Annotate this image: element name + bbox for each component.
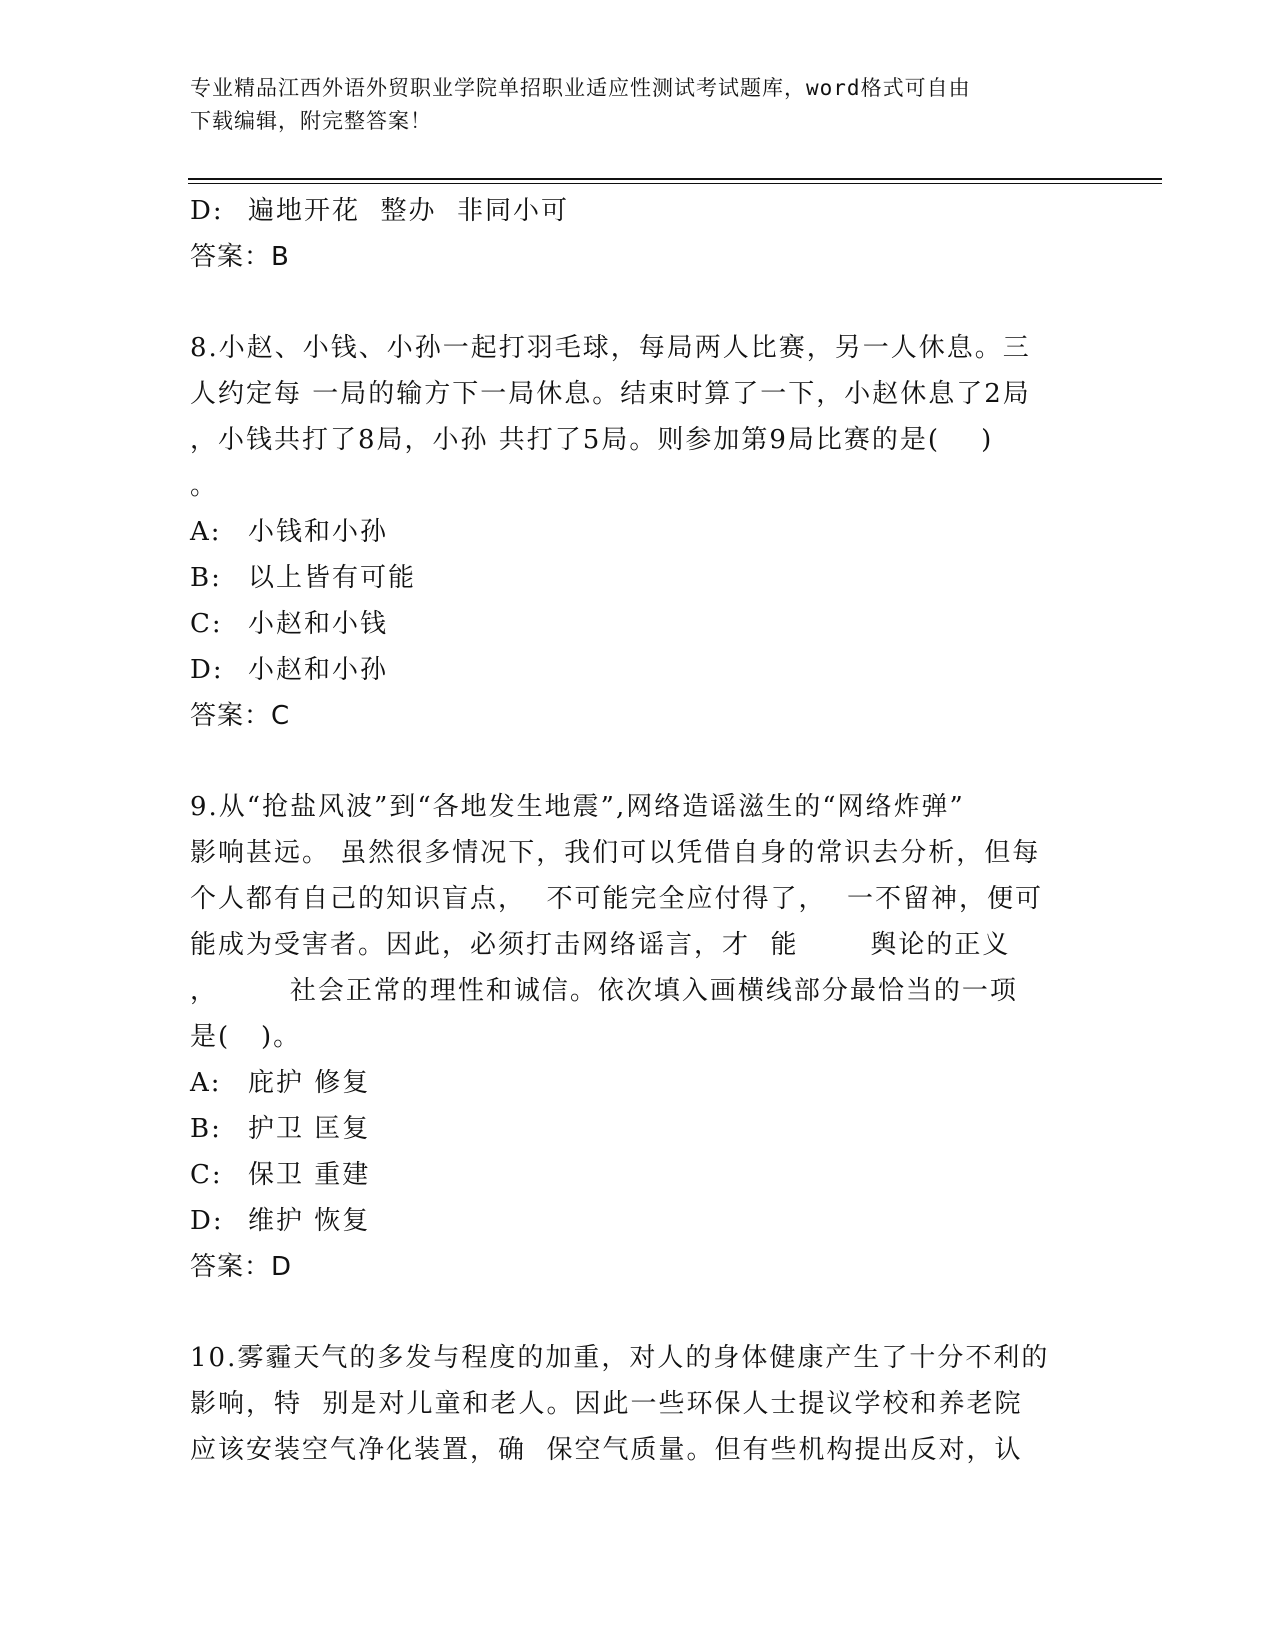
question-8-line: 8.小赵、小钱、小孙一起打羽毛球，每局两人比赛，另一人休息。三: [190, 333, 1031, 363]
option-text: 庇护 修复: [248, 1068, 371, 1098]
question-10: [190, 1335, 1090, 1473]
question-8-option-a: [190, 509, 1090, 555]
option-text: 遍地开花 整办 非同小可: [248, 196, 570, 226]
question-10-line: 影响，特 别是对儿童和老人。因此一些环保人士提议学校和养老院: [190, 1389, 1023, 1419]
page-header: [190, 72, 1090, 138]
prev-option-d: [190, 188, 1090, 234]
option-label: D:: [190, 1206, 224, 1236]
question-9-line: 影响甚远。 虽然很多情况下，我们可以凭借自身的常识去分析，但每: [190, 838, 1041, 868]
header-line-1: 专业精品江西外语外贸职业学院单招职业适应性测试考试题库，word格式可自由: [190, 76, 971, 100]
option-text: 小钱和小孙: [248, 517, 389, 547]
option-text: 以上皆有可能: [248, 563, 417, 593]
question-9-option-a: [190, 1060, 1090, 1106]
option-label: B:: [190, 1114, 222, 1144]
option-label: A:: [190, 1068, 222, 1098]
question-8-line: 人约定每 一局的输方下一局休息。结束时算了一下，小赵休息了2局: [190, 379, 1031, 409]
option-text: 维护 恢复: [248, 1206, 371, 1236]
option-label: C:: [190, 609, 223, 639]
question-8-line: ，小钱共打了8局，小孙 共打了5局。则参加第9局比赛的是( ): [190, 425, 994, 455]
document-body: [190, 188, 1090, 1473]
option-label: D:: [190, 655, 224, 685]
question-10-line: 应该安装空气净化装置，确 保空气质量。但有些机构提出反对，认: [190, 1435, 1023, 1465]
question-8-option-d: [190, 647, 1090, 693]
question-8-option-c: [190, 601, 1090, 647]
option-text: 保卫 重建: [248, 1160, 371, 1190]
question-9-line: ， 社会正常的理性和诚信。依次填入画横线部分最恰当的一项: [190, 976, 1018, 1006]
question-9-answer: 答案：D: [190, 1252, 293, 1282]
question-9-line: 是( )。: [190, 1022, 302, 1052]
option-text: 小赵和小钱: [248, 609, 389, 639]
option-text: 小赵和小孙: [248, 655, 389, 685]
question-10-line: 10.雾霾天气的多发与程度的加重，对人的身体健康产生了十分不利的: [190, 1343, 1050, 1373]
question-9-option-d: [190, 1198, 1090, 1244]
question-8-option-b: [190, 555, 1090, 601]
option-label: B:: [190, 563, 222, 593]
question-9-line: 9.从“抢盐风波”到“各地发生地震”,网络造谣滋生的“网络炸弹”: [190, 792, 965, 822]
option-text: 护卫 匡复: [248, 1114, 371, 1144]
question-9: [190, 784, 1090, 1290]
option-label: A:: [190, 517, 222, 547]
option-label: C:: [190, 1160, 223, 1190]
question-9-line: 个人都有自己的知识盲点， 不可能完全应付得了， 一不留神，便可: [190, 884, 1044, 914]
header-rule-thin: [188, 183, 1162, 184]
header-line-2: 下载编辑，附完整答案！: [190, 109, 432, 133]
option-label: D:: [190, 196, 224, 226]
question-8-line: 。: [190, 471, 219, 501]
question-9-line: 能成为受害者。因此，必须打击网络谣言，才 能 舆论的正义: [190, 930, 1011, 960]
question-9-option-b: [190, 1106, 1090, 1152]
header-rule: [188, 178, 1162, 180]
question-9-option-c: [190, 1152, 1090, 1198]
prev-answer: 答案：B: [190, 242, 290, 272]
question-8-answer: 答案：C: [190, 701, 291, 731]
question-8: [190, 325, 1090, 739]
